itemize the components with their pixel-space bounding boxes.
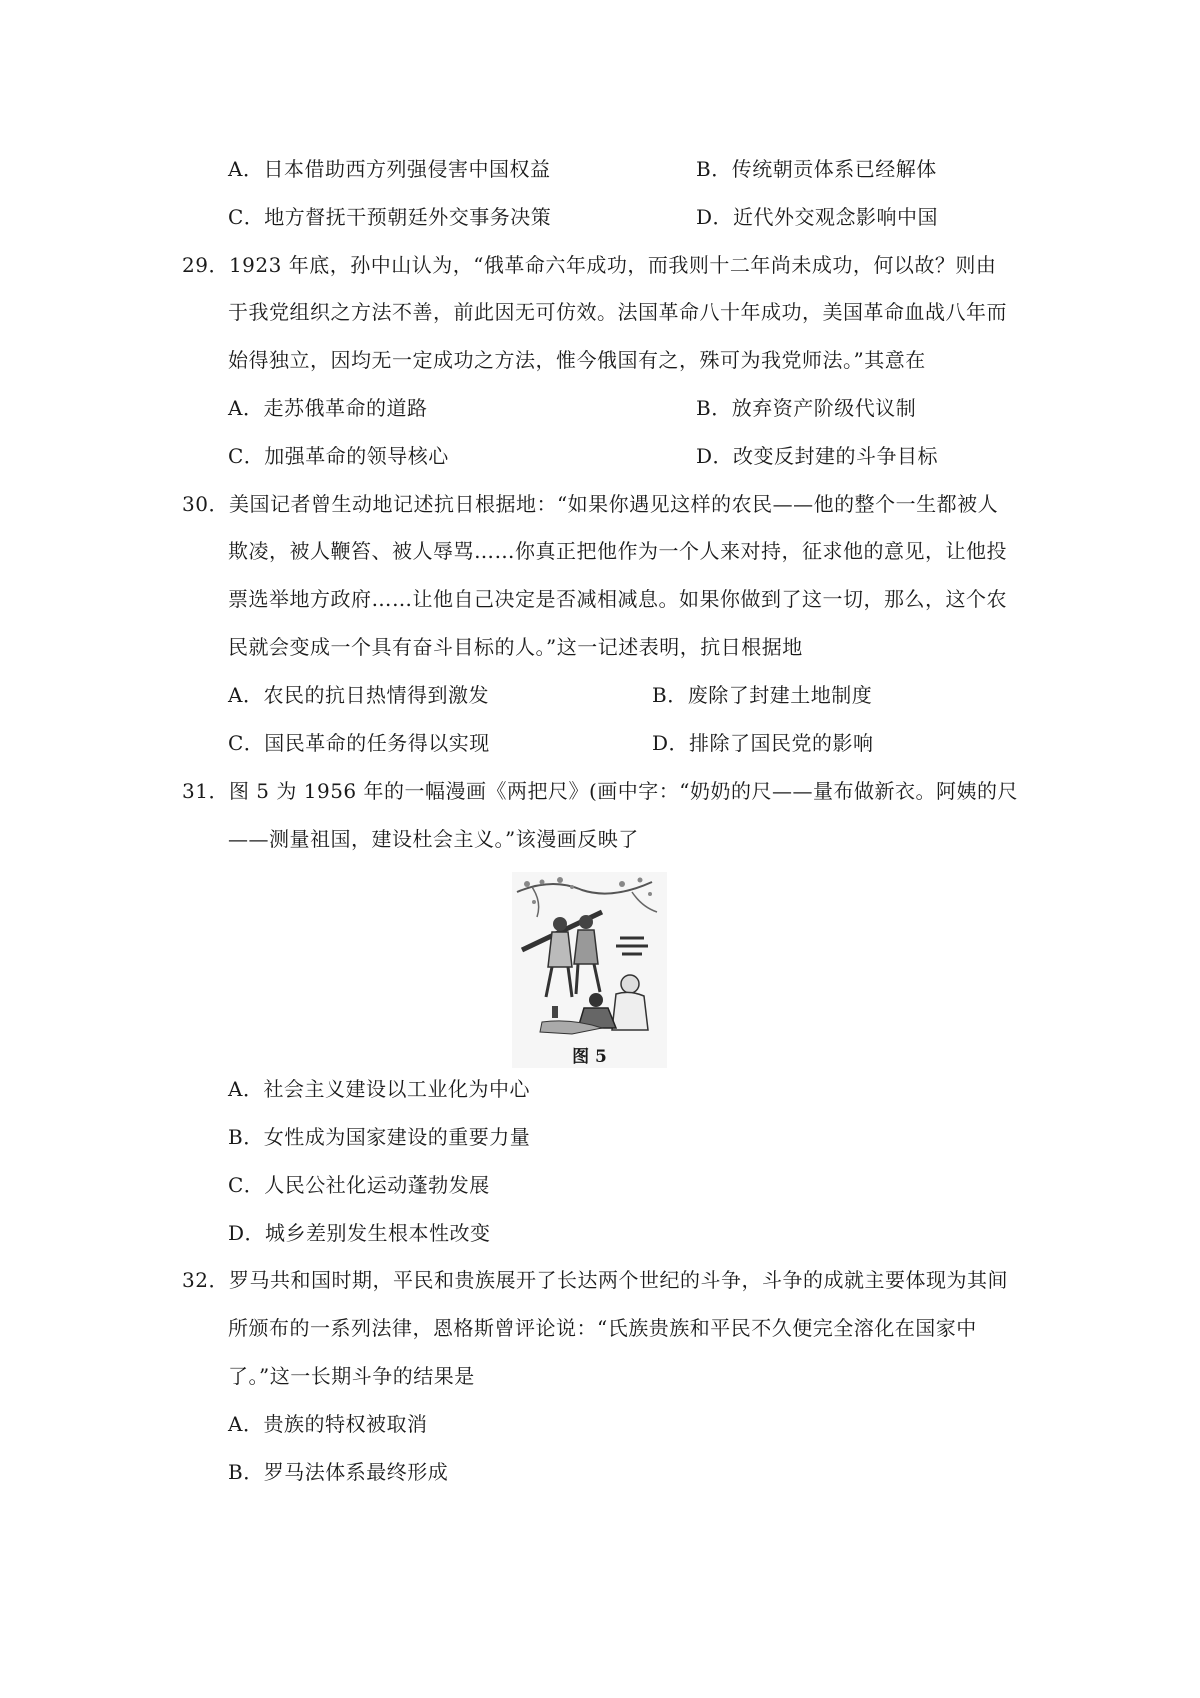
q31-option-b: B．女性成为国家建设的重要力量 bbox=[228, 1125, 531, 1149]
q32-option-b: B．罗马法体系最终形成 bbox=[228, 1460, 449, 1484]
q31-option-c: C．人民公社化运动蓬勃发展 bbox=[228, 1173, 490, 1197]
q30-option-b: B．废除了封建土地制度 bbox=[652, 683, 873, 707]
q31-stem-line-1: 31．图 5 为 1956 年的一幅漫画《两把尺》(画中字：“奶奶的尺——量布做新衣。阿姨的尺 bbox=[182, 779, 1019, 803]
q29-option-d: D．改变反封建的斗争目标 bbox=[696, 444, 939, 468]
q32-stem-line-3: 了。”这一长期斗争的结果是 bbox=[228, 1364, 475, 1388]
q28-option-d: D．近代外交观念影响中国 bbox=[696, 205, 939, 229]
cartoon-figure bbox=[512, 872, 667, 1068]
q29-option-a: A．走苏俄革命的道路 bbox=[228, 396, 428, 420]
q29-option-b: B．放弃资产阶级代议制 bbox=[696, 396, 917, 420]
q28-option-b: B．传统朝贡体系已经解体 bbox=[696, 157, 937, 181]
q28-option-a: A．日本借助西方列强侵害中国权益 bbox=[228, 157, 551, 181]
q31-option-a: A．社会主义建设以工业化为中心 bbox=[228, 1077, 530, 1101]
figure-caption: 图 5 bbox=[572, 1047, 607, 1067]
q29-stem-line-2: 于我党组织之方法不善，前此因无可仿效。法国革命八十年成功，美国革命血战八年而 bbox=[228, 300, 1007, 324]
q32-stem-line-1: 32．罗马共和国时期，平民和贵族展开了长达两个世纪的斗争，斗争的成就主要体现为其间 bbox=[182, 1268, 1008, 1292]
q28-option-c: C．地方督抚干预朝廷外交事务决策 bbox=[228, 205, 552, 229]
q31-stem-line-2: ——测量祖国，建设杜会主义。”该漫画反映了 bbox=[228, 827, 639, 851]
q29-option-c: C．加强革命的领导核心 bbox=[228, 444, 449, 468]
q29-stem-line-1: 29．1923 年底，孙中山认为，“俄革命六年成功，而我则十二年尚未成功，何以故？则由 bbox=[182, 253, 997, 277]
q29-stem-line-3: 始得独立，因均无一定成功之方法，惟今俄国有之，殊可为我党师法。”其意在 bbox=[228, 348, 926, 372]
q30-stem-line-3: 票选举地方政府……让他自己决定是否减相减息。如果你做到了这一切，那么，这个农 bbox=[228, 587, 1007, 611]
q30-option-a: A．农民的抗日热情得到激发 bbox=[228, 683, 489, 707]
q30-stem-line-2: 欺凌，被人鞭笞、被人辱骂……你真正把他作为一个人来对持，征求他的意见，让他投 bbox=[228, 539, 1007, 563]
cartoon-illustration bbox=[512, 872, 667, 1042]
q32-stem-line-2: 所颁布的一系列法律，恩格斯曾评论说：“氏族贵族和平民不久便完全溶化在国家中 bbox=[228, 1316, 977, 1340]
q30-stem-line-1: 30．美国记者曾生动地记述抗日根据地：“如果你遇见这样的农民——他的整个一生都被人 bbox=[182, 492, 999, 516]
q31-option-d: D．城乡差别发生根本性改变 bbox=[228, 1221, 491, 1245]
q32-option-a: A．贵族的特权被取消 bbox=[228, 1412, 428, 1436]
q30-option-d: D．排除了国民党的影响 bbox=[652, 731, 874, 755]
q30-stem-line-4: 民就会变成一个具有奋斗目标的人。”这一记述表明，抗日根据地 bbox=[228, 635, 803, 659]
q30-option-c: C．国民革命的任务得以实现 bbox=[228, 731, 490, 755]
